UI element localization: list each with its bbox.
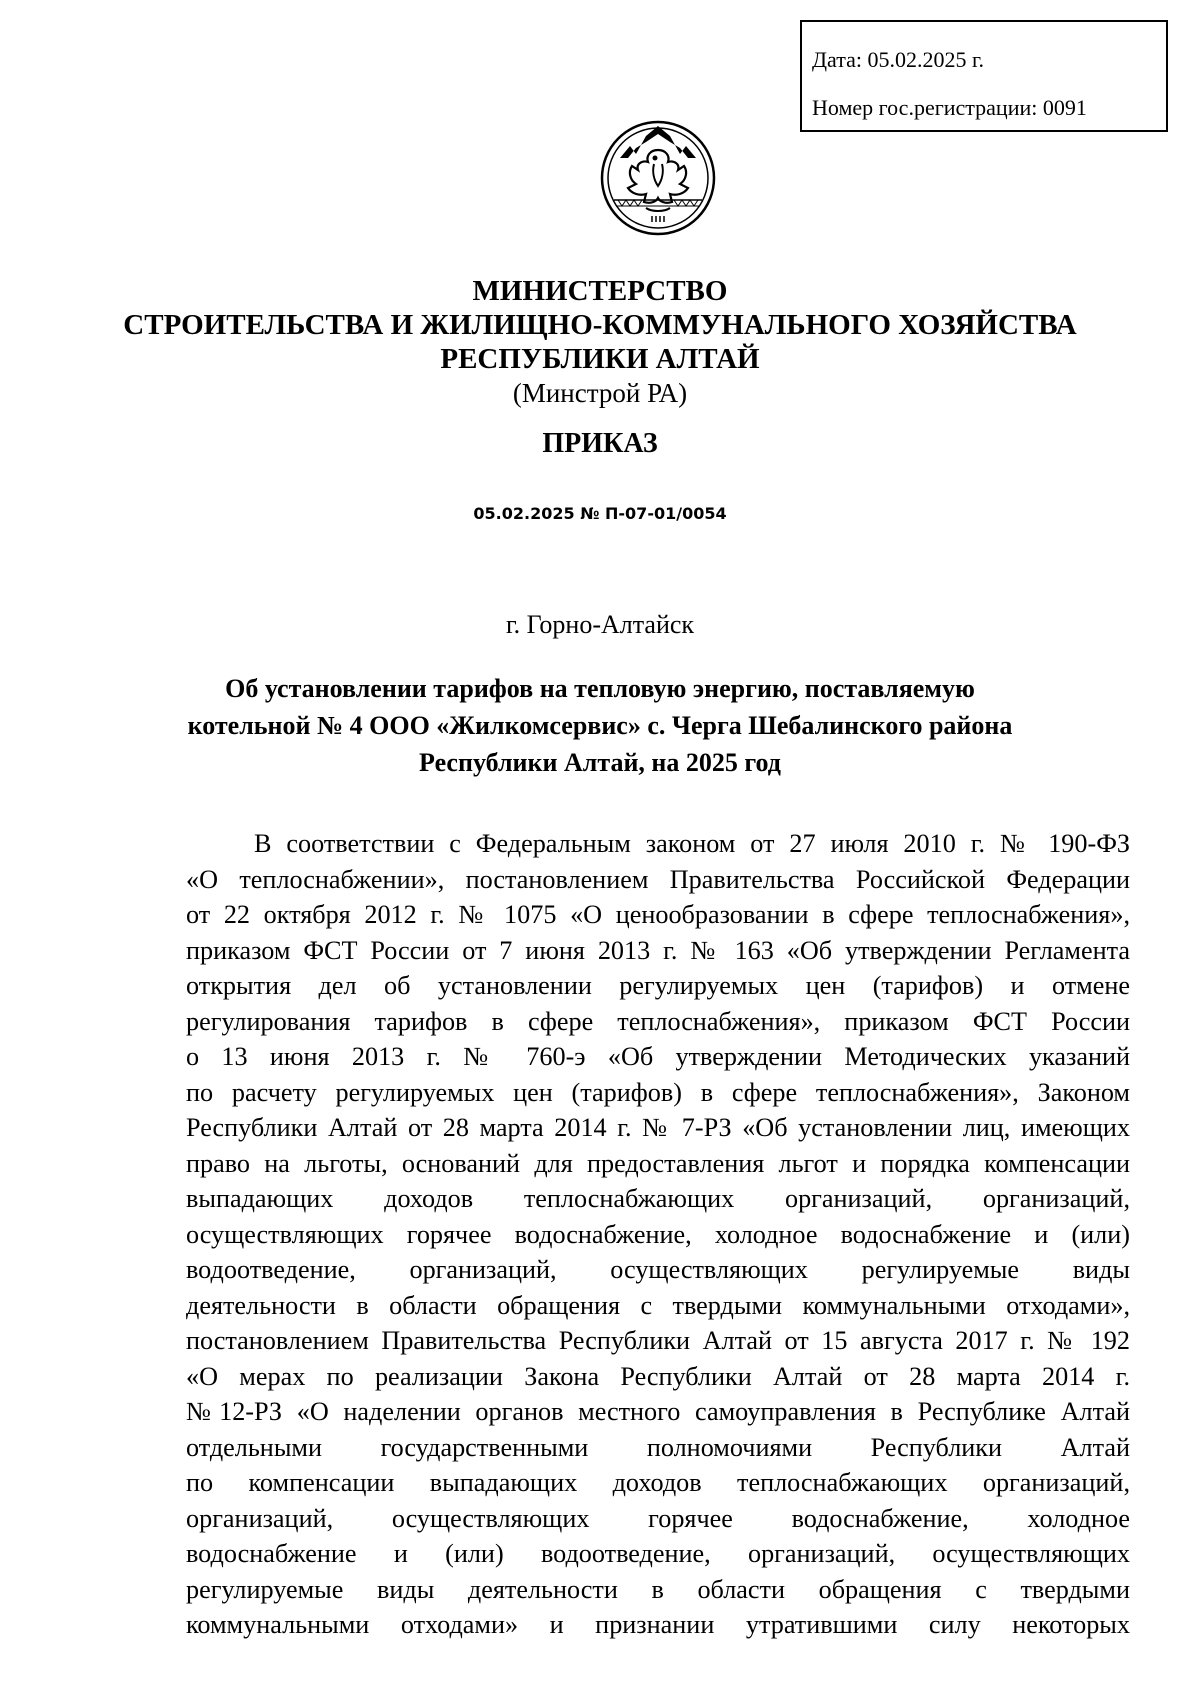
body-line: постановлением Правительства Республики Алтай от 15 августа 2017 г. № 192 xyxy=(186,1326,1130,1355)
body-line: осуществляющих горячее водоснабжение, холодное водоснабжение и (или) xyxy=(186,1219,1130,1249)
body-line: организаций, осуществляющих горячее водоснабжение, холодное xyxy=(186,1503,1130,1533)
body-line: Республики Алтай от 28 марта 2014 г. № 7-РЗ «Об установлении лиц, имеющих xyxy=(186,1113,1130,1142)
registration-number-label: Номер гос.регистрации: xyxy=(812,95,1038,120)
subject-line: Республики Алтай, на 2025 год xyxy=(419,748,781,777)
ministry-header xyxy=(0,274,1200,410)
body-line: право на льготы, оснований для предоставления льгот и порядка компенсации xyxy=(186,1148,1130,1178)
body-line: регулируемые виды деятельности в области обращения с твердыми xyxy=(186,1574,1130,1604)
body-line: водоотведение, организаций, осуществляющих регулируемые виды xyxy=(186,1255,1130,1284)
ministry-name-line-1: МИНИСТЕРСТВО xyxy=(472,275,728,307)
registration-number xyxy=(812,84,1166,132)
body-line: №12-РЗ «О наделении органов местного самоуправления в Республике Алтай xyxy=(186,1397,1130,1426)
body-line: «О теплоснабжении», постановлением Правительства Российской Федерации xyxy=(186,864,1130,894)
order-body-text xyxy=(186,826,1130,1643)
subject-line: Об установлении тарифов на тепловую энергию, поставляемую xyxy=(225,674,975,703)
registration-stamp xyxy=(800,20,1168,132)
body-line: о 13 июня 2013 г. № 760-э «Об утверждении Методических указаний xyxy=(186,1042,1130,1071)
ministry-name-line-2: СТРОИТЕЛЬСТВА И ЖИЛИЩНО-КОММУНАЛЬНОГО ХОЗЯЙСТВА xyxy=(123,309,1077,341)
body-line: по расчету регулируемых цен (тарифов) в сфере теплоснабжения», Законом xyxy=(186,1077,1130,1107)
body-line: приказом ФСТ России от 7 июня 2013 г. № 163 «Об утверждении Регламента xyxy=(186,935,1130,965)
registration-date-value: 05.02.2025 г. xyxy=(867,47,985,72)
body-line: деятельности в области обращения с твердыми коммунальными отходами», xyxy=(186,1290,1130,1320)
subject-line: котельной № 4 ООО «Жилкомсервис» с. Черга Шебалинского района xyxy=(187,711,1013,740)
registration-date-label: Дата: xyxy=(812,47,862,72)
ministry-short-name: (Минстрой РА) xyxy=(512,378,688,408)
body-line: от 22 октября 2012 г. № 1075 «О ценообразовании в сфере теплоснабжения», xyxy=(186,900,1130,929)
order-city: г. Горно-Алтайск xyxy=(505,610,695,639)
body-line: открытия дел об установлении регулируемых цен (тарифов) и отмене xyxy=(186,971,1130,1000)
order-subject xyxy=(0,670,1200,781)
body-line: регулирования тарифов в сфере теплоснабжения», приказом ФСТ России xyxy=(186,1006,1130,1036)
registration-date xyxy=(812,36,1166,84)
ministry-name-line-3: РЕСПУБЛИКИ АЛТАЙ xyxy=(440,343,760,375)
registration-number-value: 0091 xyxy=(1042,95,1087,120)
body-line: водоснабжение и (или) водоотведение, организаций, осуществляющих xyxy=(186,1539,1130,1568)
order-title: ПРИКАЗ xyxy=(542,428,658,459)
body-line: по компенсации выпадающих доходов теплоснабжающих организаций, xyxy=(186,1468,1130,1497)
coat-of-arms-icon xyxy=(598,118,718,238)
body-line: «О мерах по реализации Закона Республики Алтай от 28 марта 2014 г. xyxy=(186,1361,1130,1391)
body-line: отдельными государственными полномочиями Республики Алтай xyxy=(186,1432,1130,1462)
order-number: 05.02.2025 № П-07-01/0054 xyxy=(473,504,727,523)
body-line: коммунальными отходами» и признании утратившими силу некоторых xyxy=(186,1610,1130,1639)
body-line: выпадающих доходов теплоснабжающих организаций, организаций, xyxy=(186,1184,1130,1213)
body-line: В соответствии с Федеральным законом от 27 июля 2010 г. № 190-ФЗ xyxy=(254,829,1130,858)
